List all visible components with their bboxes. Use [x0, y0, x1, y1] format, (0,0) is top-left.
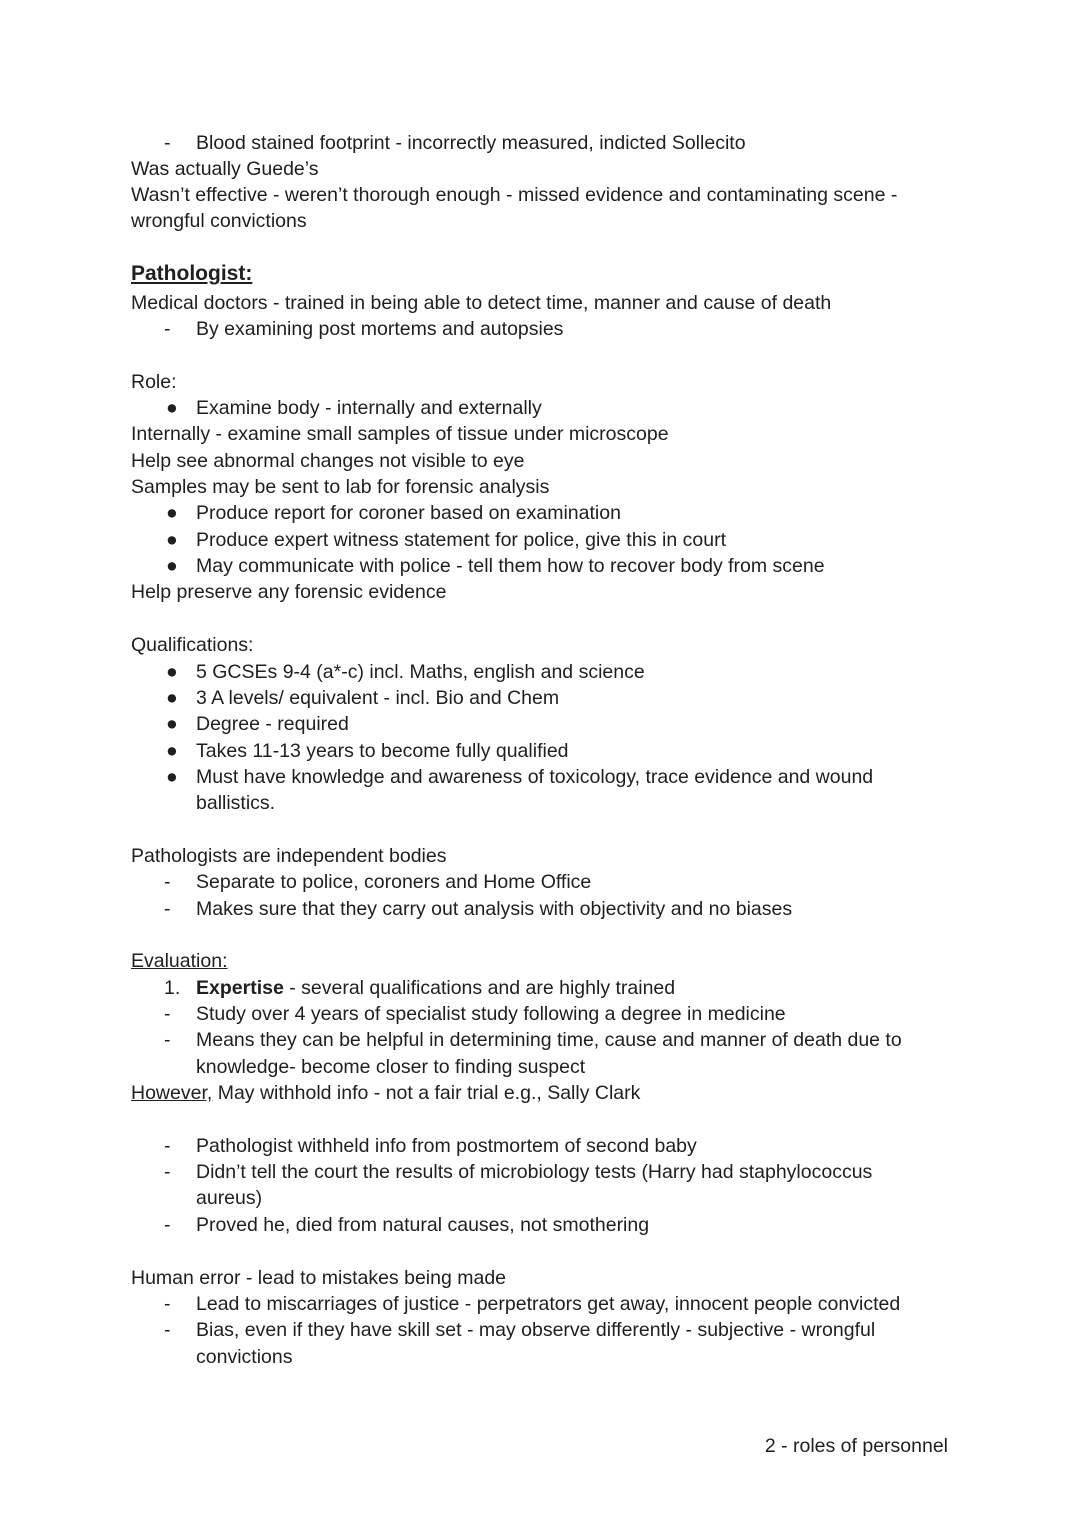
expertise-point — [196, 975, 675, 1001]
dash-marker: - — [164, 1319, 171, 1341]
pathologist-heading: Pathologist: — [131, 262, 253, 285]
qualifications-label: Qualifications: — [131, 634, 254, 656]
role-line-1: Internally - examine small samples of tissue under microscope — [131, 423, 669, 445]
pathologist-intro: Medical doctors - trained in being able to detect time, manner and cause of death — [131, 292, 832, 314]
dash-marker: - — [164, 1214, 171, 1236]
effective-text-line1: Wasn’t effective - weren’t thorough enough - missed evidence and contaminating scene - — [131, 184, 898, 206]
guede-text: Was actually Guede’s — [131, 158, 319, 180]
sally-clark-detail-2-line1: Didn’t tell the court the results of microbiology tests (Harry had staphylococcus — [196, 1161, 873, 1183]
bullet-marker: ● — [166, 397, 178, 419]
dash-marker: - — [164, 871, 171, 893]
bullet-marker: ● — [166, 661, 178, 683]
expertise-detail-2-line2: knowledge- become closer to finding suspect — [196, 1056, 586, 1078]
expertise-term: Expertise — [196, 977, 284, 999]
qualification-item: Degree - required — [196, 713, 349, 735]
however-text: May withhold info - not a fair trial e.g., Sally Clark — [212, 1082, 641, 1104]
sally-clark-detail-1: Pathologist withheld info from postmortem of second baby — [196, 1135, 697, 1157]
bullet-marker: ● — [166, 555, 178, 577]
role-bullet-4: May communicate with police - tell them how to recover body from scene — [196, 555, 825, 577]
effective-text-line2: wrongful convictions — [131, 210, 307, 232]
dash-marker: - — [164, 1161, 171, 1183]
sally-clark-detail-2-line2: aureus) — [196, 1187, 263, 1209]
dash-marker: - — [164, 1029, 171, 1051]
qualification-item: Takes 11-13 years to become fully qualified — [196, 740, 569, 762]
however-line — [131, 1080, 640, 1106]
human-error-label: Human error - lead to mistakes being made — [131, 1267, 507, 1289]
role-bullet-3: Produce expert witness statement for police, give this in court — [196, 529, 727, 551]
dash-marker: - — [164, 318, 171, 340]
bullet-marker: ● — [166, 687, 178, 709]
expertise-text: - several qualifications and are highly trained — [283, 977, 676, 999]
role-bullet-1: Examine body - internally and externally — [196, 397, 542, 419]
bullet-marker: ● — [166, 740, 178, 762]
qualification-item: 5 GCSEs 9-4 (a*-c) incl. Maths, english and science — [196, 661, 645, 683]
role-line-3: Samples may be sent to lab for forensic analysis — [131, 476, 550, 498]
evaluation-label: Evaluation: — [131, 950, 228, 972]
dash-marker: - — [164, 1003, 171, 1025]
sally-clark-detail-3: Proved he, died from natural causes, not smothering — [196, 1214, 650, 1236]
human-error-detail-2-line1: Bias, even if they have skill set - may observe differently - subjective - wrongful — [196, 1319, 876, 1341]
number-marker: 1. — [164, 977, 181, 999]
however-word: However, — [131, 1082, 213, 1104]
dash-marker: - — [164, 1293, 171, 1315]
human-error-detail-2-line2: convictions — [196, 1346, 293, 1368]
role-bullet-2: Produce report for coroner based on examination — [196, 502, 621, 524]
qualification-item: Must have knowledge and awareness of toxicology, trace evidence and wound — [196, 766, 874, 788]
bullet-marker: ● — [166, 713, 178, 735]
role-label: Role: — [131, 371, 177, 393]
expertise-detail-1: Study over 4 years of specialist study following a degree in medicine — [196, 1003, 786, 1025]
qualification-item: 3 A levels/ equivalent - incl. Bio and Chem — [196, 687, 560, 709]
footprint-text: Blood stained footprint - incorrectly measured, indicted Sollecito — [196, 132, 746, 154]
page-footer: 2 - roles of personnel — [764, 1435, 948, 1457]
role-line-2: Help see abnormal changes not visible to eye — [131, 450, 525, 472]
pathologist-intro-detail: By examining post mortems and autopsies — [196, 318, 564, 340]
dash-marker: - — [164, 1135, 171, 1157]
independent-label: Pathologists are independent bodies — [131, 845, 447, 867]
independent-detail-2: Makes sure that they carry out analysis with objectivity and no biases — [196, 898, 793, 920]
dash-marker: - — [164, 898, 171, 920]
role-line-4: Help preserve any forensic evidence — [131, 581, 447, 603]
expertise-detail-2-line1: Means they can be helpful in determining time, cause and manner of death due to — [196, 1029, 902, 1051]
bullet-marker: ● — [166, 529, 178, 551]
human-error-detail-1: Lead to miscarriages of justice - perpetrators get away, innocent people convicted — [196, 1293, 901, 1315]
qualification-item-continued: ballistics. — [196, 792, 276, 814]
bullet-marker: ● — [166, 766, 178, 788]
independent-detail-1: Separate to police, coroners and Home Office — [196, 871, 592, 893]
dash-marker: - — [164, 132, 171, 154]
bullet-marker: ● — [166, 502, 178, 524]
